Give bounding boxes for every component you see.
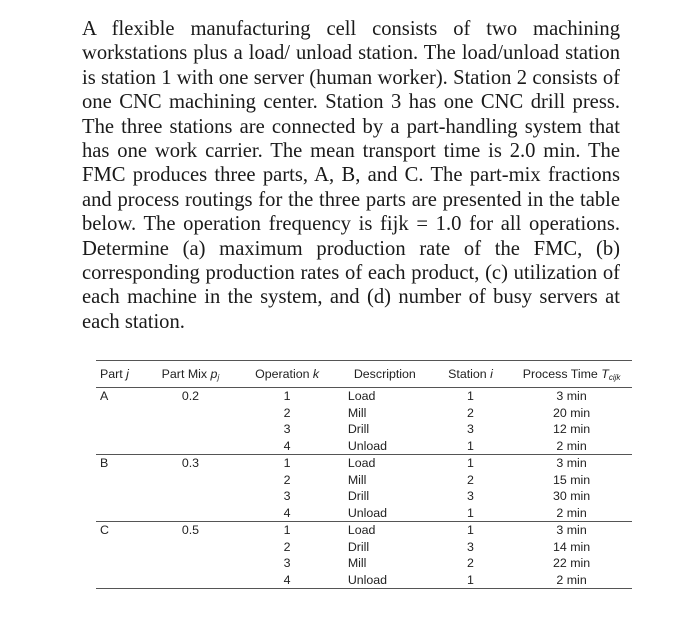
routing-table-container — [96, 360, 632, 589]
part-cell — [96, 555, 147, 572]
station-cell: 2 — [467, 556, 474, 570]
part-group-b — [96, 455, 632, 522]
process-time-cell: 2 min — [511, 505, 632, 522]
station-cell: 3 — [467, 422, 474, 436]
description-cell: Load — [347, 389, 376, 403]
header-part-mix: Part Mix $p_j$ — [147, 361, 235, 388]
process-time-cell: 30 min — [552, 489, 591, 503]
table-row — [96, 488, 632, 505]
station-cell: 2 — [467, 472, 474, 487]
process-time-cell: 3 min — [556, 456, 587, 470]
process-time-cell: 12 min — [552, 422, 591, 436]
description-cell: Unload — [340, 505, 430, 522]
part-mix-cell: 0.2 — [181, 389, 200, 403]
table-header-row — [96, 361, 632, 388]
operation-cell: 3 — [283, 489, 291, 503]
operation-cell: 2 — [283, 472, 291, 487]
operation-cell: 2 — [283, 405, 291, 420]
part-mix-cell — [147, 488, 235, 505]
description-cell: Load — [347, 456, 376, 470]
description-cell: Unload — [340, 572, 430, 589]
station-cell: 3 — [467, 539, 474, 554]
description-cell: Drill — [347, 539, 370, 554]
part-cell — [96, 539, 147, 556]
station-cell: 1 — [430, 438, 511, 455]
table-row — [96, 472, 632, 489]
description-cell: Mill — [347, 405, 367, 420]
station-cell: 1 — [467, 456, 474, 470]
part-cell — [96, 405, 147, 422]
part-mix-cell — [147, 438, 235, 455]
table-row — [96, 555, 632, 572]
part-cell — [96, 472, 147, 489]
part-cell — [96, 421, 147, 438]
station-cell: 3 — [467, 489, 474, 503]
part-mix-cell — [147, 539, 235, 556]
process-time-cell: 15 min — [552, 472, 591, 487]
process-time-cell: 22 min — [552, 556, 591, 570]
table-row — [96, 505, 632, 522]
part-mix-cell: 0.5 — [181, 523, 200, 537]
station-cell: 1 — [430, 572, 511, 589]
process-time-cell: 2 min — [511, 572, 632, 589]
part-cell: C — [100, 523, 109, 537]
header-part: Part j — [96, 361, 147, 388]
part-cell: B — [100, 456, 109, 470]
part-cell — [96, 572, 147, 589]
description-cell: Load — [347, 523, 376, 537]
operation-cell: 4 — [234, 572, 339, 589]
part-group-c — [96, 522, 632, 589]
description-cell: Mill — [347, 556, 367, 570]
part-group-a — [96, 388, 632, 455]
part-cell — [96, 488, 147, 505]
part-cell: A — [100, 389, 109, 403]
operation-cell: 1 — [283, 523, 291, 537]
table-row — [96, 572, 632, 589]
station-cell: 2 — [467, 405, 474, 420]
description-cell: Drill — [347, 422, 370, 436]
station-cell: 1 — [467, 389, 474, 403]
header-operation: Operation k — [234, 361, 339, 388]
description-cell: Unload — [340, 438, 430, 455]
table-row — [96, 438, 632, 455]
part-cell — [96, 438, 147, 455]
process-time-cell: 3 min — [556, 523, 587, 537]
operation-cell: 3 — [283, 556, 291, 570]
header-process-time: Process Time $T_{cijk}$ — [511, 361, 632, 388]
part-mix-cell — [147, 555, 235, 572]
part-cell — [96, 505, 147, 522]
process-time-cell: 14 min — [552, 539, 591, 554]
part-mix-cell: 0.3 — [181, 456, 200, 470]
table-row — [96, 522, 632, 539]
header-station: Station i — [430, 361, 511, 388]
operation-cell: 4 — [234, 505, 339, 522]
header-description: Description — [340, 361, 430, 388]
operation-cell: 1 — [283, 389, 291, 403]
table-row — [96, 388, 632, 405]
table-row — [96, 421, 632, 438]
part-mix-cell — [147, 572, 235, 589]
station-cell: 1 — [467, 523, 474, 537]
description-cell: Mill — [347, 472, 367, 487]
problem-statement: A flexible manufacturing cell consists of two machining workstations plus a load/ unload station. The load/unload station is station 1 with one server (human worker). Station 2 consists of one CNC machining center. Station 3 has one CNC drill press. The three stations are connected by a part-handling system that has one work carrier. The mean transport time is 2.0 min. The FMC produces three parts, A, B, and C. The part-mix fractions and process routings for the three parts are presented in the table below. The operation frequency is fijk = 1.0 for all operations. Determine (a) maximum production rate of the FMC, (b) corresponding production rates of each product, (c) utilization of each machine in the system, and (d) number of busy servers at each station. — [82, 18, 620, 333]
operation-cell: 3 — [283, 422, 291, 436]
operation-cell: 2 — [283, 539, 291, 554]
operation-cell: 1 — [283, 456, 291, 470]
description-cell: Drill — [347, 489, 370, 503]
table-row — [96, 455, 632, 472]
part-mix-cell — [147, 472, 235, 489]
process-time-cell: 3 min — [556, 389, 587, 403]
part-mix-cell — [147, 421, 235, 438]
process-time-cell: 2 min — [511, 438, 632, 455]
part-routing-table — [96, 360, 632, 589]
operation-cell: 4 — [234, 438, 339, 455]
process-time-cell: 20 min — [552, 405, 591, 420]
part-mix-cell — [147, 405, 235, 422]
table-row — [96, 539, 632, 556]
station-cell: 1 — [430, 505, 511, 522]
part-mix-cell — [147, 505, 235, 522]
table-row — [96, 405, 632, 422]
